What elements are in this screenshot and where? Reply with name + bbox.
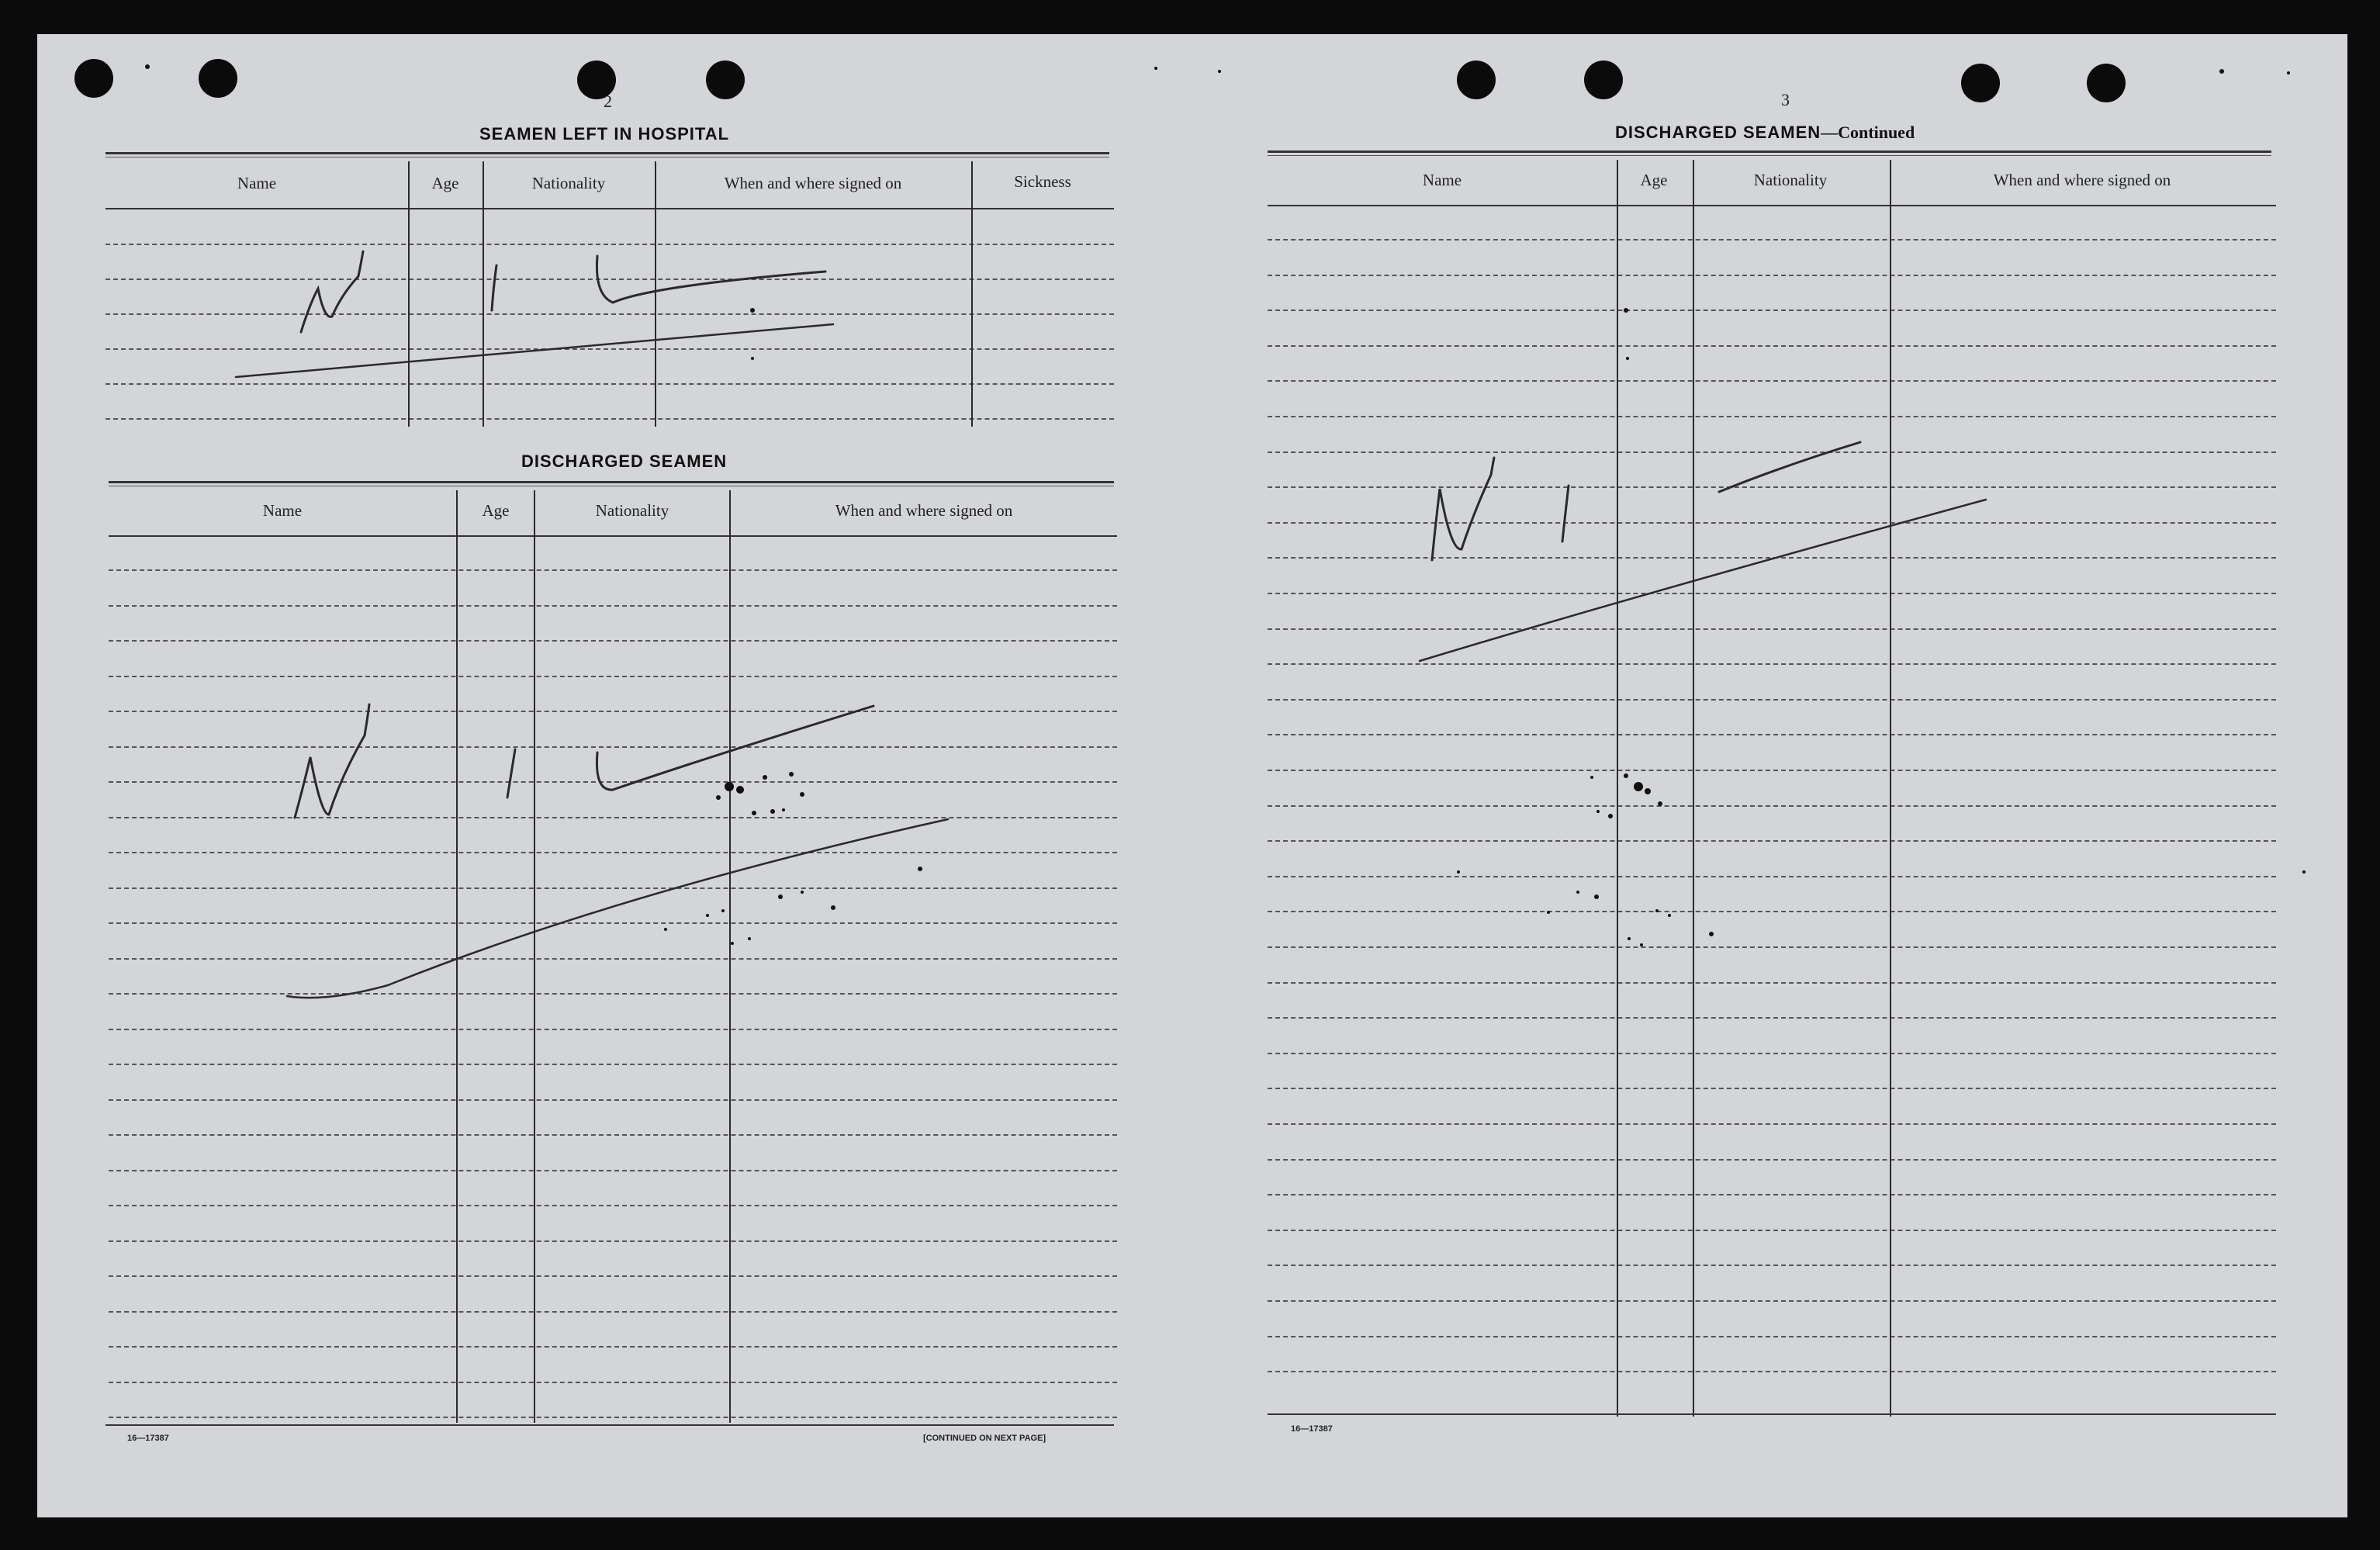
handwritten-nil <box>301 251 363 332</box>
strike-line <box>1420 500 1986 661</box>
handwritten-nil <box>295 704 369 818</box>
hospital-section-title: SEAMEN LEFT IN HOSPITAL <box>479 124 730 144</box>
col-header-signed-on: When and where signed on <box>724 174 902 192</box>
col-header-name: Name <box>262 501 303 520</box>
col-header-age: Age <box>482 501 510 520</box>
col-header-sickness: Sickness <box>1014 172 1071 191</box>
handwritten-nil <box>597 706 873 790</box>
col-header-age: Age <box>1640 171 1668 189</box>
handwritten-nil <box>1432 458 1494 560</box>
handwritten-nil <box>492 265 496 310</box>
col-header-signed-on: When and where signed on <box>1993 171 2171 189</box>
handwritten-nil <box>1719 442 1860 492</box>
strike-line <box>287 819 948 998</box>
col-header-signed-on: When and where signed on <box>835 501 1013 520</box>
page-number-right: 3 <box>1781 90 1790 109</box>
col-header-age: Age <box>431 174 459 192</box>
page-number-left: 2 <box>604 92 612 111</box>
col-header-nationality: Nationality <box>595 501 669 520</box>
col-header-name: Name <box>237 174 277 192</box>
continued-note: [CONTINUED ON NEXT PAGE] <box>923 1434 1046 1443</box>
col-header-nationality: Nationality <box>531 174 606 192</box>
strike-line <box>236 324 833 377</box>
title-suffix: —Continued <box>1821 123 1915 142</box>
handwritten-nil <box>1562 486 1569 541</box>
handwritten-nil <box>507 749 515 797</box>
form-number: 16—17387 <box>127 1434 169 1443</box>
handwritten-nil <box>597 256 825 303</box>
discharged-section-title: DISCHARGED SEAMEN <box>521 452 728 471</box>
title-text: DISCHARGED SEAMEN <box>1615 123 1821 142</box>
col-header-name: Name <box>1422 171 1462 189</box>
form-number: 16—17387 <box>1291 1424 1333 1434</box>
col-header-nationality: Nationality <box>1753 171 1828 189</box>
